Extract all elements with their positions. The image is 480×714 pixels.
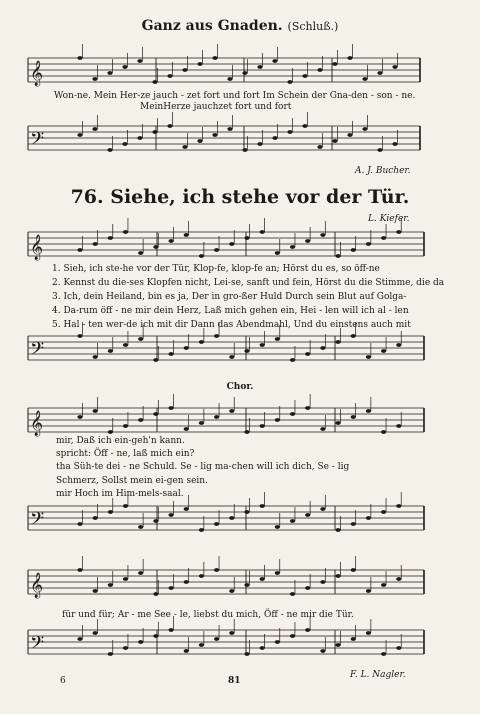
page-number: 81: [228, 676, 241, 686]
chorus-line-4: Schmerz, Sollst mein ei-gen sein.: [56, 476, 208, 486]
verse-2: 2. Kennst du die-ses Klopfen nicht, Lei-se, sanft und fein, Hörst du die Stimme, die da: [52, 278, 445, 288]
svg-text:𝄢: 𝄢: [30, 633, 45, 658]
hymn-title: 76. Siehe, ich stehe vor der Tür.: [70, 186, 410, 208]
hymn-credit: L. Kiefer.: [368, 214, 410, 224]
svg-text:𝄞: 𝄞: [30, 61, 44, 86]
chorus-line-2: spricht: Öff - ne, laß mich ein?: [56, 449, 195, 459]
section1-lyric-1: Won-ne. Mein Her-ze jauch - zet fort und fort Im Schein der Gna-den - son - ne.: [54, 91, 416, 101]
svg-text:𝄞: 𝄞: [30, 235, 44, 260]
svg-text:𝄢: 𝄢: [30, 129, 45, 154]
chorus-line-1: mir, Daß ich ein-geh'n kann.: [56, 436, 185, 446]
left-number: 6: [60, 676, 66, 686]
section-title-sub: (Schluß.): [287, 20, 339, 33]
chorus-label: Chor.: [226, 382, 254, 392]
verse-5: 5. Hal - ten wer-de ich mit dir Dann das Abendmahl, Und du einstens auch mit: [52, 320, 411, 330]
svg-text:𝄞: 𝄞: [30, 573, 44, 598]
svg-text:𝄞: 𝄞: [30, 411, 44, 436]
svg-text:𝄢: 𝄢: [30, 339, 45, 364]
verse-4: 4. Da-rum öff - ne mir dein Herz, Laß mich gehen ein, Hei - len will ich al - len: [52, 306, 409, 316]
verse-1: 1. Sieh, ich ste-he vor der Tür, Klop-fe, klop-fe an; Hörst du es, so öff-ne: [52, 264, 380, 274]
chorus-line-5: mir Hoch im Him-mels-saal.: [56, 489, 184, 499]
final-lyric: für und für; Ar - me See - le, liebst du mich, Öff - ne mir die Tür.: [62, 610, 354, 620]
svg-text:𝄢: 𝄢: [30, 509, 45, 534]
final-credit: F. L. Nagler.: [350, 670, 406, 680]
section1-lyric-2: MeinHerze jauchzet fort und fort: [140, 102, 292, 112]
section-title-text: Ganz aus Gnaden.: [141, 18, 283, 34]
verse-3: 3. Ich, dein Heiland, bin es ja, Der in gro-ßer Huld Durch sein Blut auf Golga-: [52, 292, 407, 302]
section1-credit: A. J. Bucher.: [355, 166, 411, 176]
chorus-line-3: tha Süh-te dei - ne Schuld. Se - lig ma-chen will ich dich, Se - lig: [56, 462, 350, 472]
